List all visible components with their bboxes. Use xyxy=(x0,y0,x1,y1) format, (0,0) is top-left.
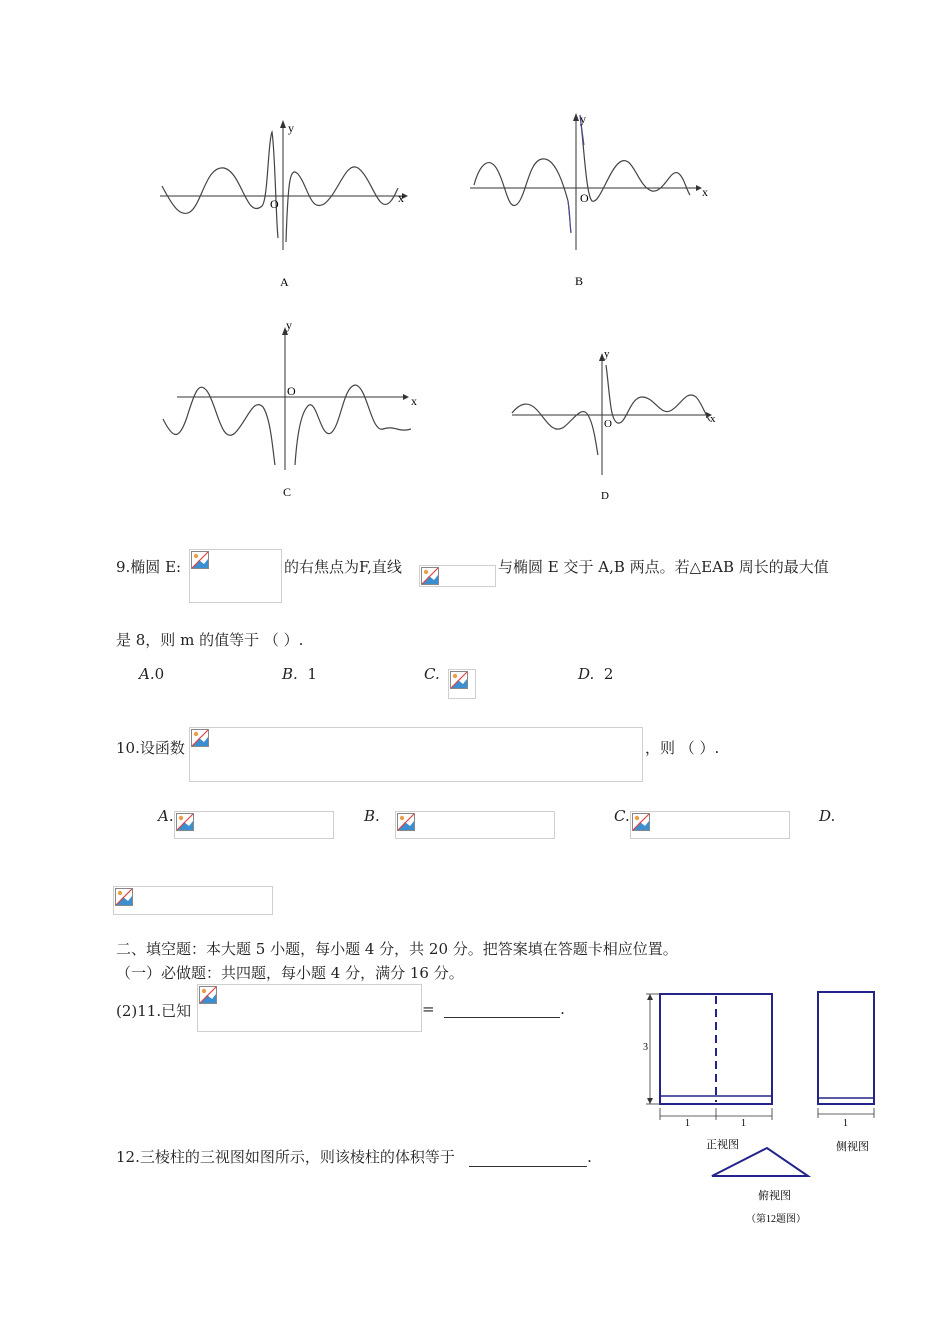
broken-image-icon xyxy=(199,986,217,1004)
top-view-triangle xyxy=(712,1148,808,1176)
front-width-label-2: 1 xyxy=(741,1118,746,1129)
q10-function-formula-image xyxy=(189,727,643,782)
q11-equals: = xyxy=(422,1000,435,1018)
q9-part2: 的右焦点为F,直线 xyxy=(284,558,402,576)
q9-option-a xyxy=(139,665,164,683)
q9-option-a-value: 0 xyxy=(154,665,165,683)
q9-part1: 9.椭圆 E: xyxy=(116,558,182,576)
q9-option-b-letter: B. xyxy=(282,665,298,683)
graph-a-origin-label: O xyxy=(270,197,279,211)
section2-heading: 二、填空题：本大题 5 小题，每小题 4 分，共 20 分。把答案填在答题卡相应位置。 xyxy=(116,940,678,958)
q11-answer-line xyxy=(422,1000,565,1018)
broken-image-icon xyxy=(450,671,468,689)
graph-d-y-label: y xyxy=(604,348,610,360)
graph-c-origin-label: O xyxy=(287,384,296,398)
q9-line-formula-image xyxy=(419,565,496,587)
graph-b-label: B xyxy=(575,274,584,288)
q10-suffix: ，则 （ ）. xyxy=(645,739,720,757)
figure-12-three-views xyxy=(640,984,890,1229)
section2-subheading: （一）必做题：共四题，每小题 4 分，满分 16 分。 xyxy=(116,964,464,982)
figure-12-caption: （第12题图） xyxy=(746,1214,806,1225)
q9-line2: 是 8，则 m 的值等于 （ ）. xyxy=(116,631,304,649)
q9-option-d xyxy=(578,665,613,683)
broken-image-icon xyxy=(191,729,209,747)
graph-c-label: C xyxy=(283,485,292,499)
q10-prefix: 10.设函数 xyxy=(116,739,185,757)
q9-ellipse-formula-image xyxy=(189,549,282,603)
q10-option-d-image xyxy=(113,886,273,915)
broken-image-icon xyxy=(191,551,209,569)
q10-option-a-image xyxy=(174,811,334,839)
q10-option-a-letter: A. xyxy=(158,807,174,825)
q12-end: . xyxy=(587,1148,592,1166)
graph-c-y-label: y xyxy=(286,318,292,332)
graph-b-origin-label: O xyxy=(580,191,589,205)
q10-option-d-letter: D. xyxy=(819,807,836,825)
broken-image-icon xyxy=(176,813,194,831)
side-width-label: 1 xyxy=(843,1118,848,1129)
front-width-label-1: 1 xyxy=(685,1118,690,1129)
graph-a xyxy=(150,110,420,290)
q9-option-d-letter: D. xyxy=(578,665,595,683)
q9-part3: 与椭圆 E 交于 A,B 两点。若△EAB 周长的最大值 xyxy=(498,558,829,576)
broken-image-icon xyxy=(115,888,133,906)
q9-option-c xyxy=(424,665,440,683)
front-view-label: 正视图 xyxy=(706,1139,739,1151)
graph-d-label: D xyxy=(601,490,609,502)
q11-formula-image xyxy=(197,984,422,1032)
graph-c xyxy=(155,315,430,505)
broken-image-icon xyxy=(397,813,415,831)
top-view-label: 俯视图 xyxy=(758,1190,791,1202)
side-view-rect xyxy=(818,992,874,1104)
height-dimension-label: 3 xyxy=(643,1042,648,1053)
q12-text-line xyxy=(116,1146,592,1167)
q11-end: . xyxy=(560,1000,565,1018)
graph-b-x-label: x xyxy=(702,185,708,199)
graph-d-origin-label: O xyxy=(604,418,612,430)
q12-text: 12.三棱柱的三视图如图所示，则该棱柱的体积等于 xyxy=(116,1148,455,1166)
q10-option-c-image xyxy=(630,811,790,839)
side-view-label: 侧视图 xyxy=(836,1141,869,1153)
broken-image-icon xyxy=(632,813,650,831)
graph-d xyxy=(500,345,730,505)
graph-a-label: A xyxy=(280,275,289,289)
q9-option-c-letter: C. xyxy=(424,665,440,683)
graph-a-x-label: x xyxy=(398,191,404,205)
broken-image-icon xyxy=(421,567,439,585)
q10-option-b-image xyxy=(395,811,555,839)
q9-option-c-image xyxy=(448,669,476,699)
graph-d-x-label: x xyxy=(710,413,716,425)
graph-b-y-label: y xyxy=(580,112,586,126)
q9-option-b xyxy=(282,665,317,683)
q10-option-b-letter: B. xyxy=(364,807,380,825)
q12-answer-blank[interactable] xyxy=(469,1152,587,1167)
q11-prefix: (2)11.已知 xyxy=(116,1002,192,1020)
q9-option-d-value: 2 xyxy=(603,665,614,683)
q10-option-c-letter: C. xyxy=(614,807,630,825)
graph-c-x-label: x xyxy=(411,394,417,408)
q9-option-b-value: 1 xyxy=(307,665,317,683)
graph-a-y-label: y xyxy=(288,121,294,135)
q11-answer-blank[interactable] xyxy=(444,1003,560,1018)
q9-option-a-letter: A. xyxy=(139,665,155,683)
graph-b xyxy=(460,105,730,290)
